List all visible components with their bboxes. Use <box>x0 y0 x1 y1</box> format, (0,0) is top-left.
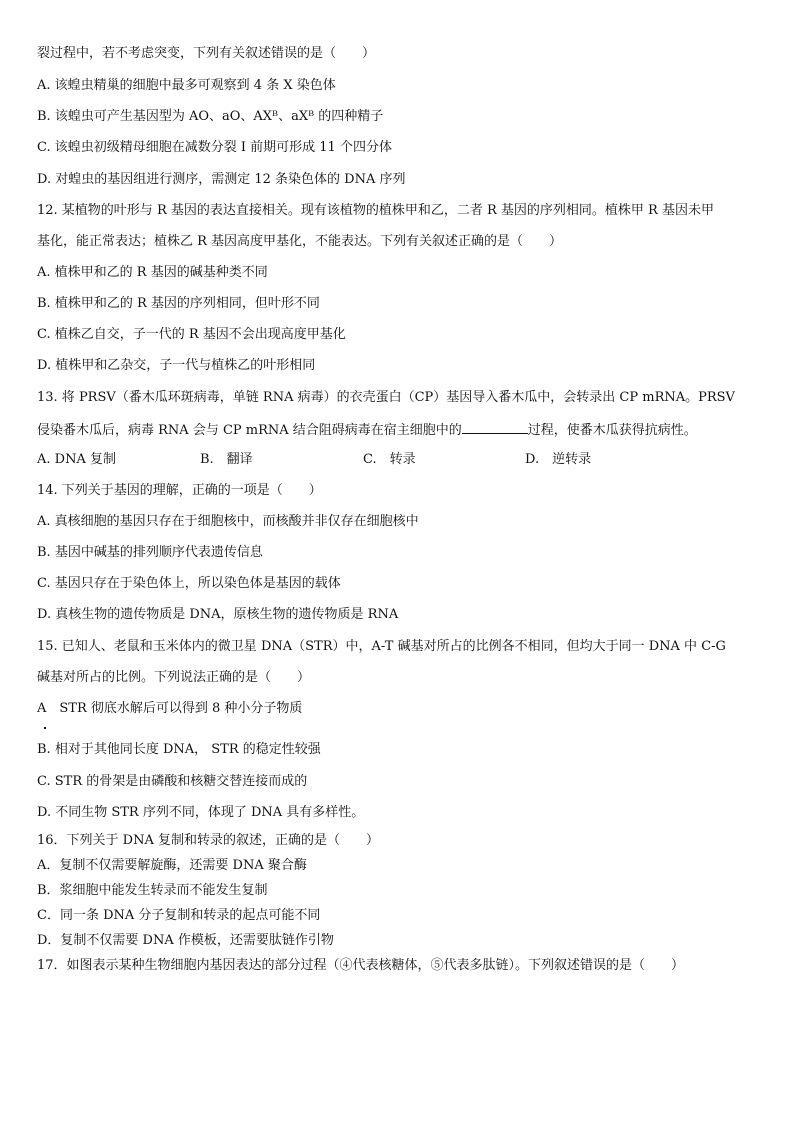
q15-stem-line2: 碱基对所占的比例。下列说法正确的是（ ） <box>37 670 311 685</box>
q13-stem-line1: 13. 将 PRSV（番木瓜环斑病毒，单链 RNA 病毒）的衣壳蛋白（CP）基因导入番木瓜中，会转录出 CP mRNA。PRSV <box>37 390 735 405</box>
q14-option-c: C. 基因只存在于染色体上，所以染色体是基因的载体 <box>37 576 341 591</box>
q15-option-b: B. 相对于其他同长度 DNA， STR 的稳定性较强 <box>37 742 321 757</box>
q14-stem: 14. 下列关于基因的理解，正确的一项是（ ） <box>37 483 322 498</box>
q14-option-d: D. 真核生物的遗传物质是 DNA，原核生物的遗传物质是 RNA <box>37 607 399 622</box>
q12-option-b: B. 植株甲和乙的 R 基因的序列相同，但叶形不同 <box>37 296 320 311</box>
q13-stem-after-blank: 过程，使番木瓜获得抗病性。 <box>527 423 697 438</box>
q12-option-c: C. 植株乙自交，子一代的 R 基因不会出现高度甲基化 <box>37 327 346 342</box>
q16-option-b: B．浆细胞中能发生转录而不能发生复制 <box>37 883 268 898</box>
q13-answer-blank <box>462 421 528 434</box>
q16-option-d: D．复制不仅需要 DNA 作模板，还需要肽链作引物 <box>37 933 334 948</box>
q13-stem-before-blank: 侵染番木瓜后，病毒 RNA 会与 CP mRNA 结合阻碍病毒在宿主细胞中的 <box>37 423 462 438</box>
q15-option-c: C. STR 的骨架是由磷酸和核糖交替连接而成的 <box>37 774 308 789</box>
q12-option-d: D. 植株甲和乙杂交，子一代与植株乙的叶形相同 <box>37 358 316 373</box>
q12-stem-line1: 12. 某植物的叶形与 R 基因的表达直接相关。现有该植物的植株甲和乙，二者 R 基因的序列相同。植株甲 R 基因未甲 <box>37 203 714 218</box>
q11-option-b: B. 该蝗虫可产生基因型为 AO、aO、AXᴮ、aXᴮ 的四种精子 <box>37 109 384 124</box>
q11-option-d: D. 对蝗虫的基因组进行测序，需测定 12 条染色体的 DNA 序列 <box>37 172 406 187</box>
stray-dot-mark <box>44 727 46 729</box>
q13-stem-line2 <box>37 421 697 439</box>
q16-option-c: C．同一条 DNA 分子复制和转录的起点可能不同 <box>37 908 321 923</box>
q14-option-a: A. 真核细胞的基因只存在于细胞核中，而核酸并非仅存在细胞核中 <box>37 514 419 529</box>
q13-option-b: B. 翻译 <box>200 452 253 467</box>
q16-stem: 16．下列关于 DNA 复制和转录的叙述，正确的是（ ） <box>37 833 379 848</box>
q13-option-d: D. 逆转录 <box>525 452 592 467</box>
q13-option-a: A. DNA 复制 <box>37 452 116 467</box>
q12-option-a: A. 植株甲和乙的 R 基因的碱基种类不同 <box>37 265 268 280</box>
q11-option-c: C. 该蝗虫初级精母细胞在减数分裂 I 前期可形成 11 个四分体 <box>37 140 392 155</box>
q15-option-a: A STR 彻底水解后可以得到 8 种小分子物质 <box>37 701 303 716</box>
q15-stem-line1: 15. 已知人、老鼠和玉米体内的微卫星 DNA（STR）中，A-T 碱基对所占的比例各不相同，但均大于同一 DNA 中 C-G <box>37 639 726 654</box>
q17-stem: 17．如图表示某种生物细胞内基因表达的部分过程（④代表核糖体，⑤代表多肽链）。下列叙述错误的是（ ） <box>37 958 685 973</box>
q13-option-c: C. 转录 <box>363 452 416 467</box>
q11-stem-cont: 裂过程中，若不考虑突变，下列有关叙述错误的是（ ） <box>37 46 376 61</box>
q15-option-d: D. 不同生物 STR 序列不同，体现了 DNA 具有多样性。 <box>37 805 365 820</box>
q12-stem-line2: 基化，能正常表达；植株乙 R 基因高度甲基化，不能表达。下列有关叙述正确的是（ ） <box>37 234 563 249</box>
q13-options-row <box>37 452 637 468</box>
q11-option-a: A. 该蝗虫精巢的细胞中最多可观察到 4 条 X 染色体 <box>37 78 336 93</box>
q16-option-a: A．复制不仅需要解旋酶，还需要 DNA 聚合酶 <box>37 858 307 873</box>
q14-option-b: B. 基因中碱基的排列顺序代表遗传信息 <box>37 545 263 560</box>
